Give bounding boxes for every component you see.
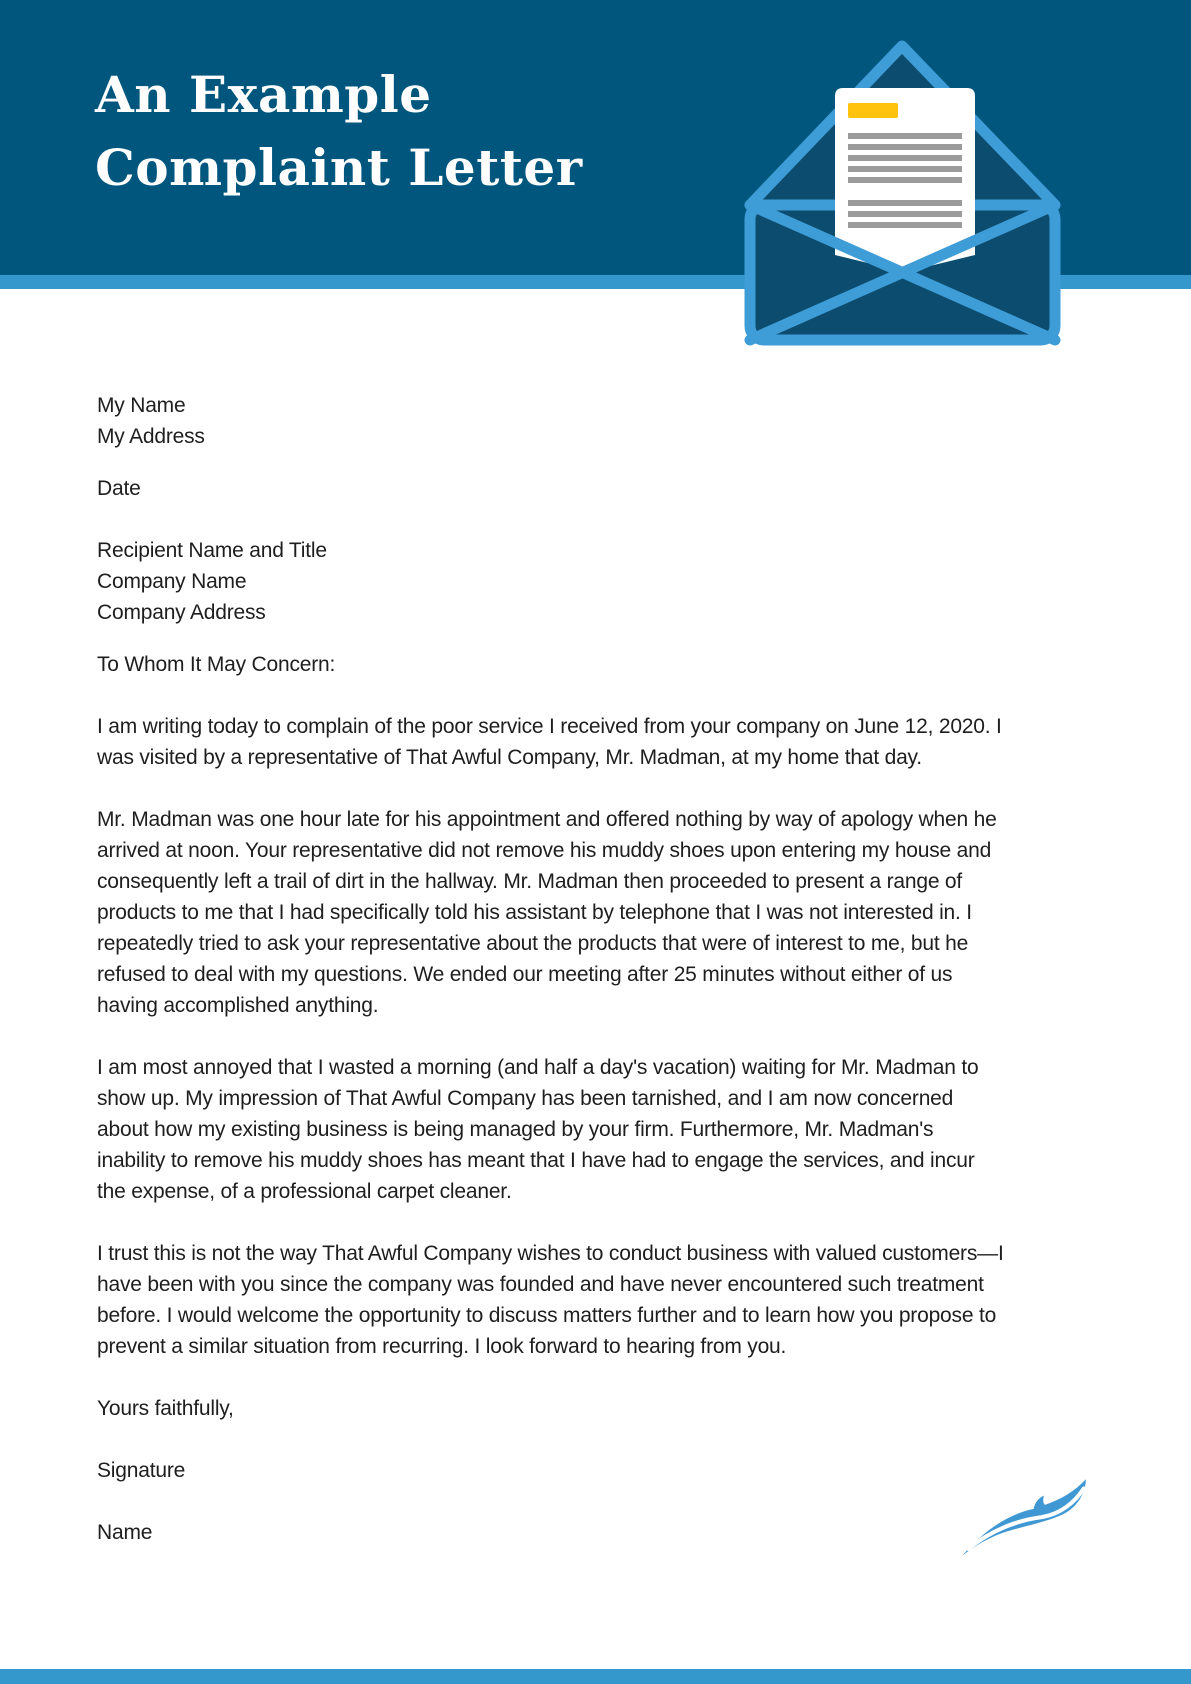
- feather-body: [962, 1479, 1086, 1556]
- letter-paragraph: I trust this is not the way That Awful Company wishes to conduct business with valued customers—I have been with you since the company was founded and have never encountered such treatment before. I would welcome the opportunity to discuss matters further and to learn how you propose to prevent a similar situation from recurring. I look forward to hearing from you.: [97, 1242, 1004, 1358]
- open-envelope-letter-icon: [738, 36, 1070, 348]
- feather-quill-logo-icon: [956, 1466, 1094, 1558]
- recipient-company-address: Company Address: [97, 601, 266, 624]
- letter-paragraph: I am most annoyed that I wasted a morning (and half a day's vacation) waiting for Mr. Madman to show up. My impression of That Awful Company has been tarnished, and I am now concerned about how my existing business is being managed by your firm. Furthermore, Mr. Madman's inability to remove his muddy shoes has meant that I have had to engage the services, and incur the expense, of a professional carpet cleaner.: [97, 1056, 979, 1203]
- salutation-line: To Whom It May Concern:: [97, 653, 336, 676]
- footer-accent-bar: [0, 1669, 1191, 1684]
- page-title-line-2: Complaint Letter: [95, 138, 583, 197]
- name-placeholder: Name: [97, 1521, 153, 1544]
- signature-placeholder: Signature: [97, 1459, 186, 1482]
- page-title-line-1: An Example: [95, 65, 432, 124]
- recipient-name-title: Recipient Name and Title: [97, 539, 327, 562]
- page-title: [95, 58, 583, 204]
- recipient-company-name: Company Name: [97, 570, 247, 593]
- letter-paragraph: I am writing today to complain of the poor service I received from your company on June 12, 2020. I was visited by a representative of That Awful Company, Mr. Madman, at my home that day.: [97, 715, 1002, 769]
- letter-paragraph: Mr. Madman was one hour late for his appointment and offered nothing by way of apology when he arrived at noon. Your representative did not remove his muddy shoes upon entering my house and consequently left a trail of dirt in the hallway. Mr. Madman then proceeded to present a range of products to me that I had specifically told his assistant by telephone that I was not interested in. I repeatedly tried to ask your representative about the products that were of interest to me, but he refused to deal with my questions. We ended our meeting after 25 minutes without either of us having accomplished anything.: [97, 808, 997, 1017]
- letter-text-lines: [848, 133, 962, 228]
- date-line: Date: [97, 477, 141, 500]
- sender-address: My Address: [97, 425, 205, 448]
- sender-name: My Name: [97, 394, 186, 417]
- letter-body: [97, 390, 1005, 1548]
- letter-title-highlight: [848, 103, 898, 118]
- closing-line: Yours faithfully,: [97, 1397, 234, 1420]
